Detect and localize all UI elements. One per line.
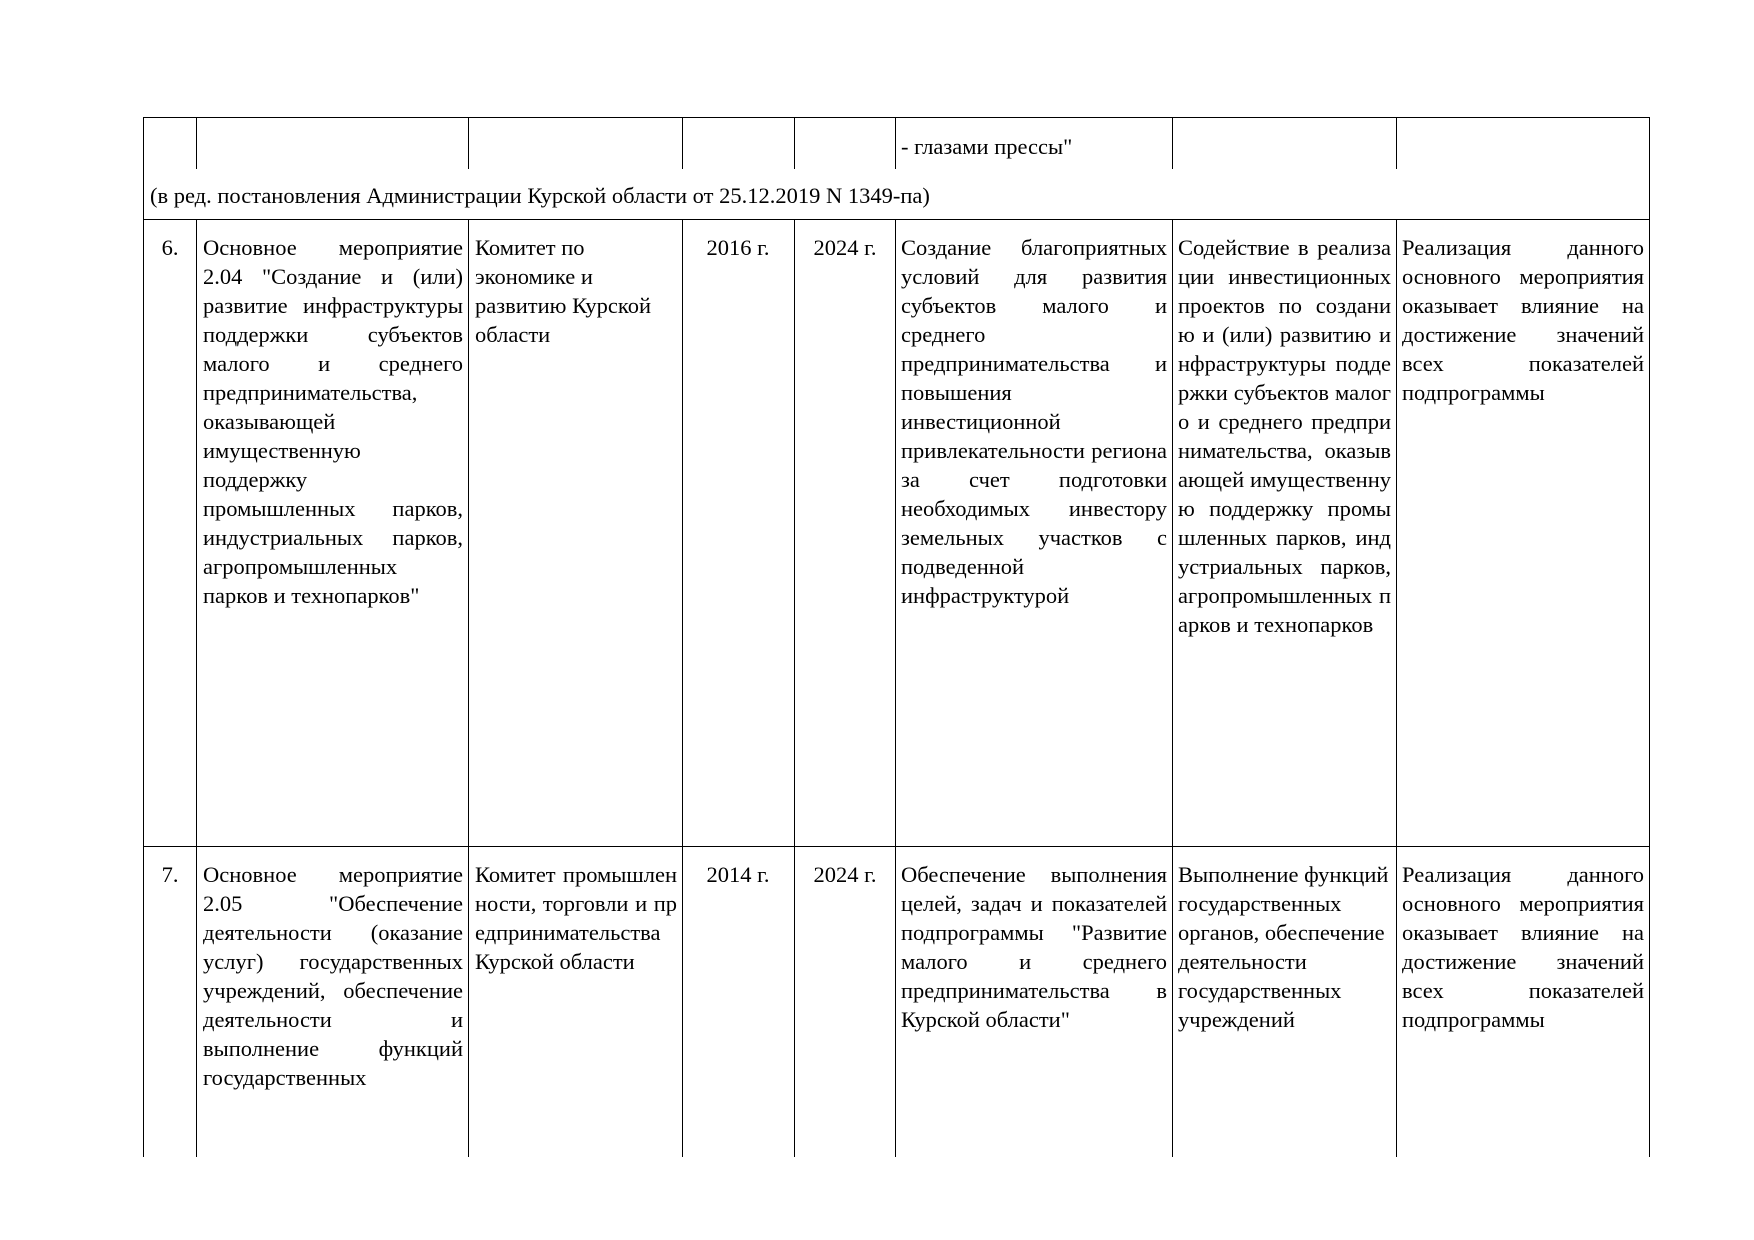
row-7-executor: Комитет промышленности, торговли и предпринимательства Курской области xyxy=(475,862,677,974)
col-divider xyxy=(1396,219,1397,1157)
col-divider xyxy=(682,117,683,169)
col-divider xyxy=(196,117,197,169)
col-divider xyxy=(468,117,469,169)
row-6-end-year: 2024 г. xyxy=(813,235,877,260)
col-divider xyxy=(794,219,795,1157)
col-divider xyxy=(196,219,197,1157)
col-divider xyxy=(794,117,795,169)
table-border-left xyxy=(143,117,144,1157)
row-7-start-year: 2014 г. xyxy=(706,862,770,887)
col-divider xyxy=(682,219,683,1157)
col-divider xyxy=(895,219,896,1157)
row-6-activity: Основное мероприятие 2.04 "Создание и (или) развитие инфраструктуры поддержки субъектов малого и среднего предпринимательства, оказывающей имущественную поддержку промышленных парков, индустриальных парков, агропромышленных парков и технопарков" xyxy=(203,235,463,608)
amendment-note: (в ред. постановления Администрации Курской области от 25.12.2019 N 1349-па) xyxy=(150,183,930,208)
top-row-goal-fragment: - глазами прессы" xyxy=(901,134,1073,159)
table-border-right xyxy=(1649,117,1650,1157)
row-6-main-directions: Содействие в реализации инвестиционных проектов по созданию и (или) развитию инфраструктуры поддержки субъектов малого и среднего предпринимательства, оказывающей имущественную поддержку промышленных парков, индустриальных парков, агропромышленных парков и технопарков xyxy=(1178,235,1391,637)
col-divider xyxy=(1172,117,1173,169)
col-divider xyxy=(1172,219,1173,1157)
row-7-indicator-link: Реализация данного основного мероприятия оказывает влияние на достижение значений всех показателей подпрограммы xyxy=(1402,862,1644,1032)
row-6-executor: Комитет по экономике и развитию Курской области xyxy=(475,235,651,347)
row-7-main-directions: Выполнение функций государственных органов, обеспечение деятельности государственных учреждений xyxy=(1178,862,1389,1032)
row-6-expected-result: Создание благоприятных условий для развития субъектов малого и среднего предпринимательства и повышения инвестиционной привлекательности региона за счет подготовки необходимых инвестору земельных участков с подведенной инфраструктурой xyxy=(901,235,1167,608)
col-divider xyxy=(895,117,896,169)
col-divider xyxy=(1396,117,1397,169)
col-divider xyxy=(468,219,469,1157)
table-border-top xyxy=(143,117,1650,118)
row-7-number: 7. xyxy=(161,862,179,887)
row-7-expected-result: Обеспечение выполнения целей, задач и показателей подпрограммы "Развитие малого и среднего предпринимательства в Курской области" xyxy=(901,862,1167,1032)
row-6-indicator-link: Реализация данного основного мероприятия оказывает влияние на достижение значений всех показателей подпрограммы xyxy=(1402,235,1644,405)
row-7-activity: Основное мероприятие 2.05 "Обеспечение деятельности (оказание услуг) государственных учреждений, обеспечение деятельности и выполнение функций государственных xyxy=(203,862,463,1090)
row-6-number: 6. xyxy=(161,235,179,260)
row-6-start-year: 2016 г. xyxy=(706,235,770,260)
row-6-top-border xyxy=(143,219,1650,220)
row-7-top-border xyxy=(143,846,1650,847)
row-7-end-year: 2024 г. xyxy=(813,862,877,887)
